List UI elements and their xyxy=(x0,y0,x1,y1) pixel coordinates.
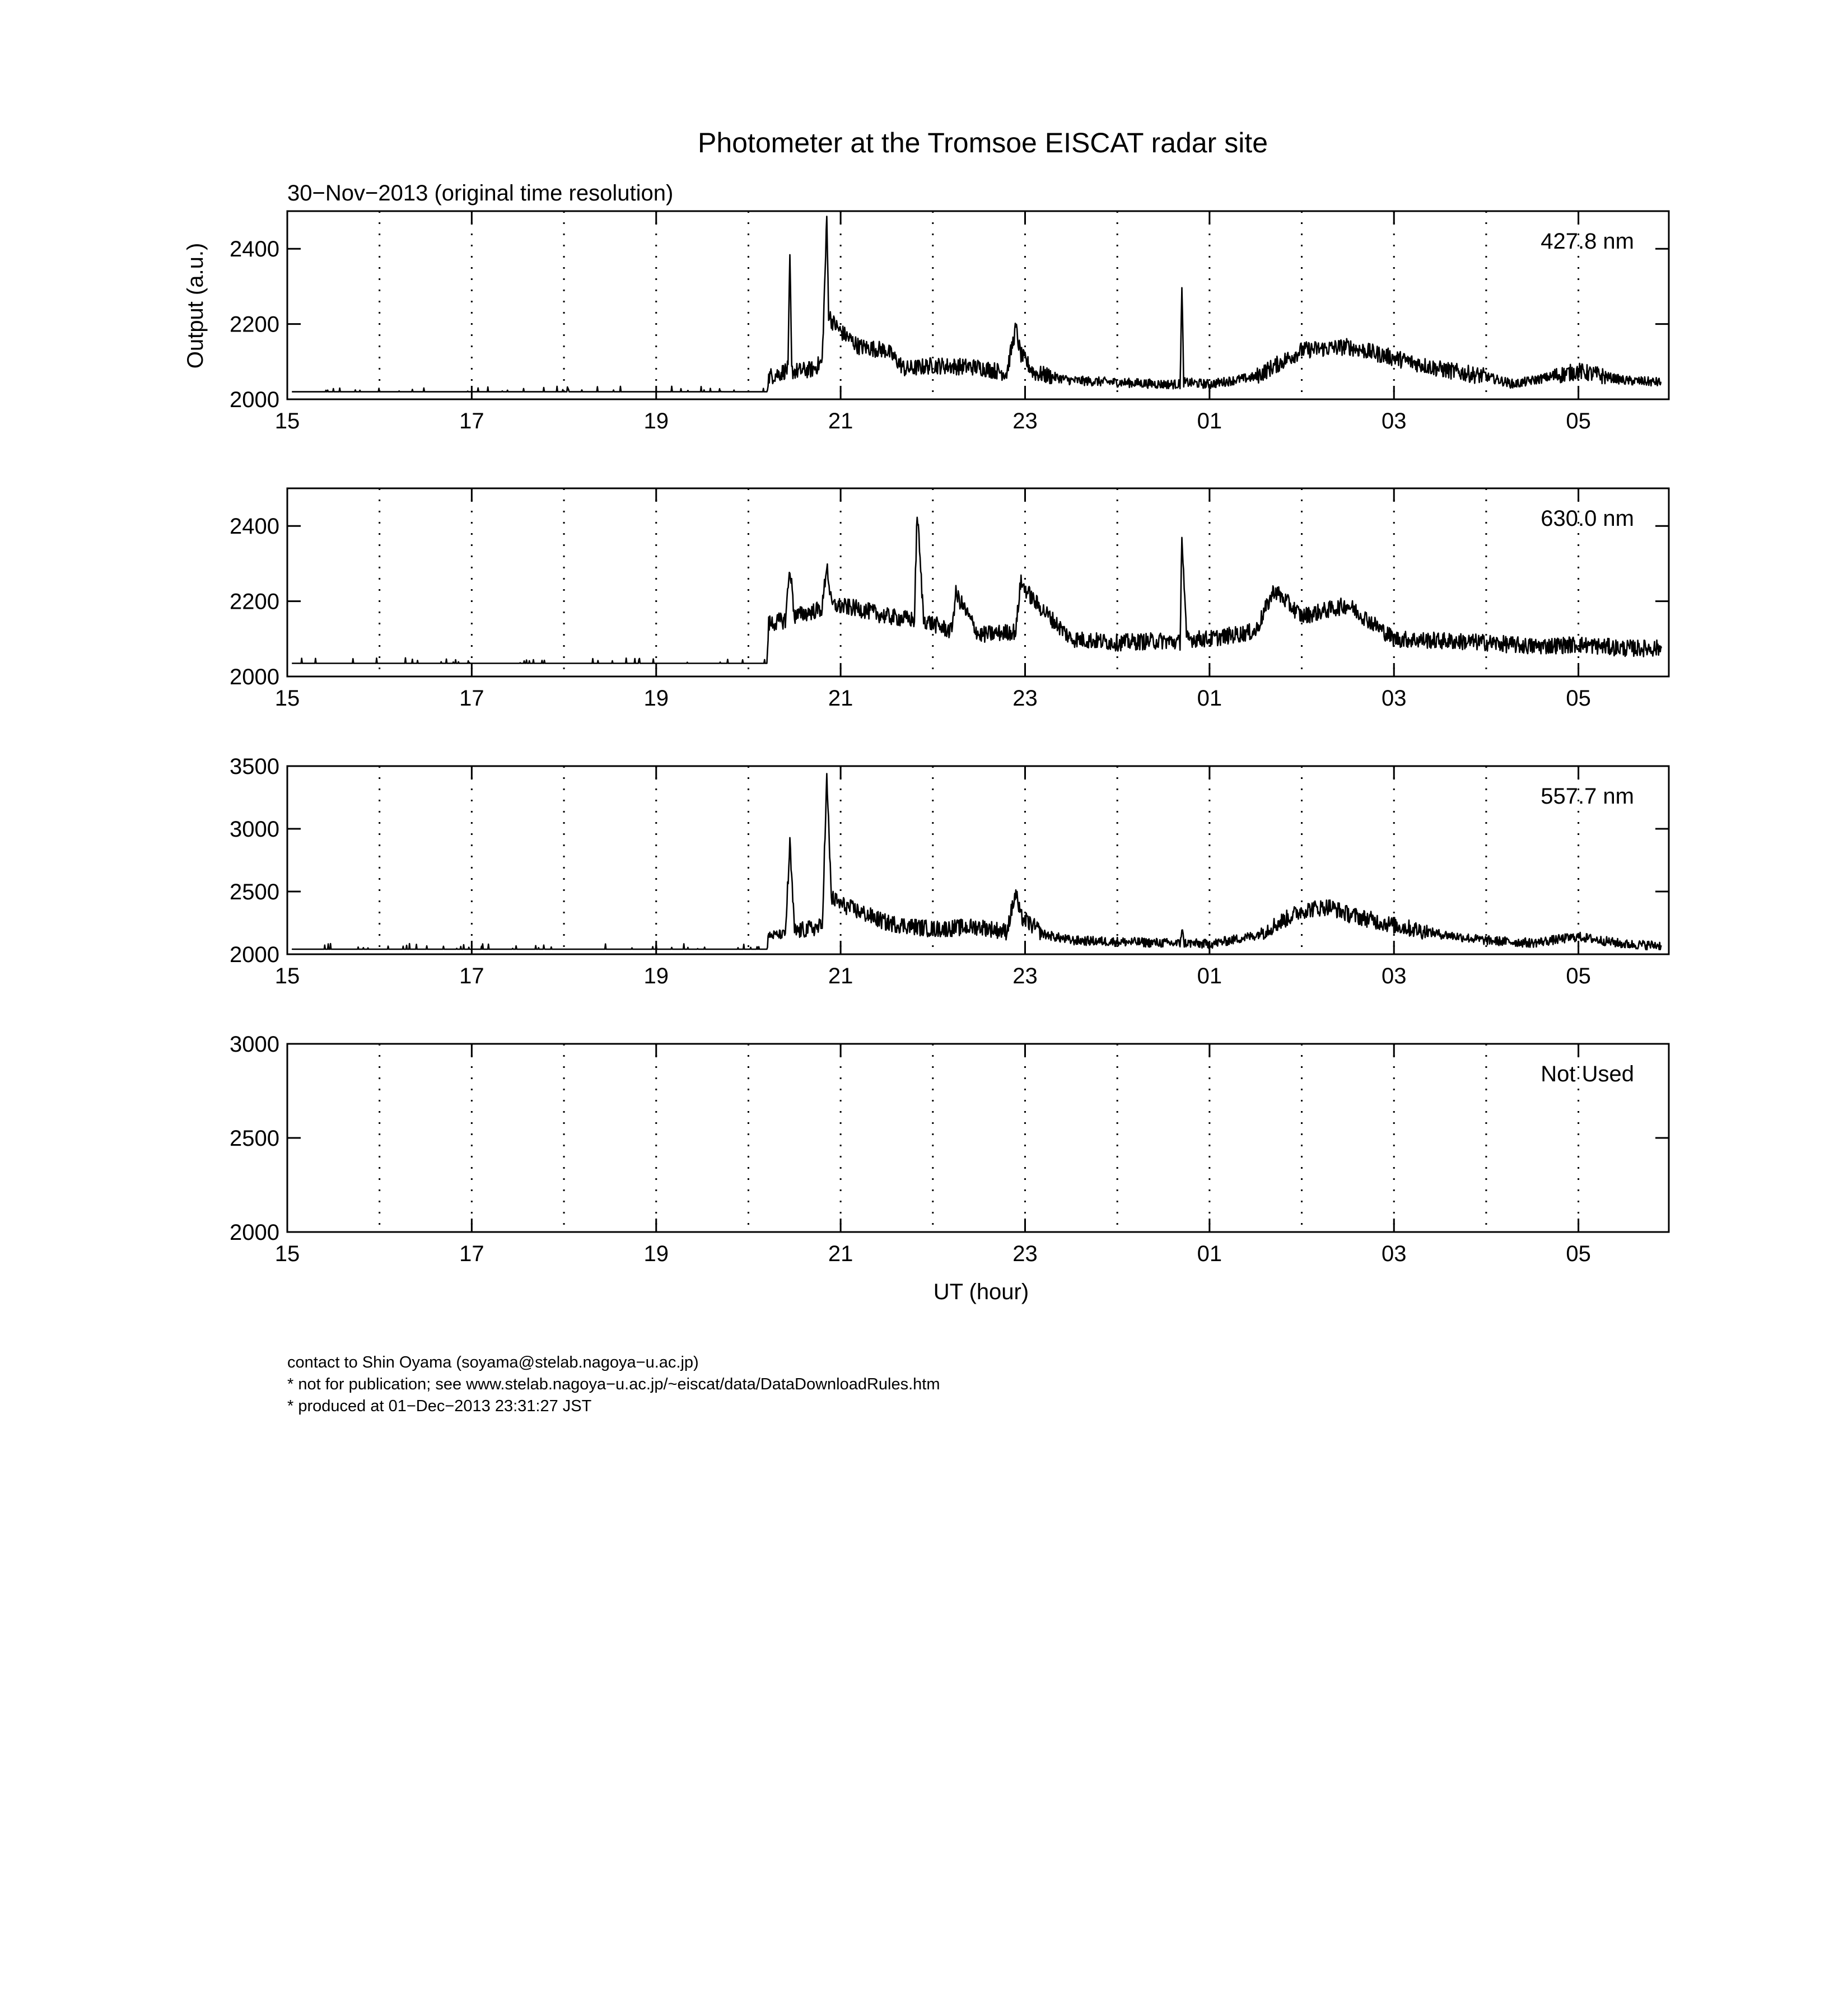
x-tick-label: 03 xyxy=(1381,686,1407,711)
x-tick-label: 01 xyxy=(1197,686,1222,711)
x-tick-label: 23 xyxy=(1012,964,1038,988)
x-tick-label: 03 xyxy=(1381,1242,1407,1266)
y-tick-label: 3000 xyxy=(230,1032,279,1057)
x-tick-label: 21 xyxy=(828,409,853,433)
footnote-produced: * produced at 01−Dec−2013 23:31:27 JST xyxy=(287,1397,592,1415)
x-tick-label: 21 xyxy=(828,964,853,988)
y-tick-label: 2200 xyxy=(230,312,279,337)
x-tick-label: 01 xyxy=(1197,1242,1222,1266)
x-tick-label: 15 xyxy=(274,686,300,711)
x-tick-label: 17 xyxy=(459,1242,484,1266)
x-tick-label: 05 xyxy=(1566,409,1591,433)
axes-frame xyxy=(287,1044,1669,1232)
footnote-publication: * not for publication; see www.stelab.nagoya−u.ac.jp/~eiscat/data/DataDownloadRules.htm xyxy=(287,1375,940,1393)
x-tick-label: 17 xyxy=(459,686,484,711)
x-tick-label: 21 xyxy=(828,1242,853,1266)
panel-label: 557.7 nm xyxy=(1541,784,1634,809)
y-tick-label: 2000 xyxy=(230,665,279,689)
x-tick-label: 17 xyxy=(459,409,484,433)
x-tick-label: 21 xyxy=(828,686,853,711)
x-tick-label: 15 xyxy=(274,964,300,988)
x-tick-label: 15 xyxy=(274,409,300,433)
x-tick-label: 19 xyxy=(643,1242,669,1266)
panel-1 xyxy=(230,211,1669,433)
y-tick-label: 2400 xyxy=(230,514,279,539)
y-tick-label: 2200 xyxy=(230,589,279,614)
series-line xyxy=(292,517,1662,664)
panel-label: Not Used xyxy=(1541,1062,1634,1086)
x-tick-label: 23 xyxy=(1012,409,1038,433)
y-tick-label: 2000 xyxy=(230,942,279,967)
footnote-contact: contact to Shin Oyama (soyama@stelab.nagoya−u.ac.jp) xyxy=(287,1354,699,1371)
x-axis-label: UT (hour) xyxy=(933,1280,1029,1304)
x-tick-label: 03 xyxy=(1381,409,1407,433)
series-line xyxy=(292,216,1662,391)
y-tick-label: 2500 xyxy=(230,880,279,904)
panel-label: 427.8 nm xyxy=(1541,229,1634,254)
panel-4 xyxy=(230,1032,1669,1266)
y-tick-label: 2000 xyxy=(230,1220,279,1245)
y-tick-label: 2500 xyxy=(230,1126,279,1151)
x-tick-label: 15 xyxy=(274,1242,300,1266)
panel-3 xyxy=(230,754,1669,988)
chart-subtitle: 30−Nov−2013 (original time resolution) xyxy=(287,181,674,206)
x-tick-label: 01 xyxy=(1197,964,1222,988)
x-tick-label: 19 xyxy=(643,686,669,711)
series-line xyxy=(292,773,1662,949)
y-tick-label: 2400 xyxy=(230,237,279,262)
x-tick-label: 23 xyxy=(1012,686,1038,711)
panels-group xyxy=(230,211,1669,1266)
y-tick-label: 3000 xyxy=(230,817,279,842)
x-tick-label: 01 xyxy=(1197,409,1222,433)
x-tick-label: 05 xyxy=(1566,964,1591,988)
panel-2 xyxy=(230,488,1669,711)
x-tick-label: 19 xyxy=(643,964,669,988)
y-tick-label: 2000 xyxy=(230,388,279,412)
panel-label: 630.0 nm xyxy=(1541,506,1634,531)
axes-frame xyxy=(287,488,1669,676)
x-tick-label: 23 xyxy=(1012,1242,1038,1266)
x-tick-label: 05 xyxy=(1566,686,1591,711)
x-tick-label: 05 xyxy=(1566,1242,1591,1266)
x-tick-label: 03 xyxy=(1381,964,1407,988)
y-tick-label: 3500 xyxy=(230,754,279,779)
y-axis-label: Output (a.u.) xyxy=(183,242,208,369)
x-tick-label: 17 xyxy=(459,964,484,988)
chart-title: Photometer at the Tromsoe EISCAT radar site xyxy=(697,127,1268,158)
x-tick-label: 19 xyxy=(643,409,669,433)
